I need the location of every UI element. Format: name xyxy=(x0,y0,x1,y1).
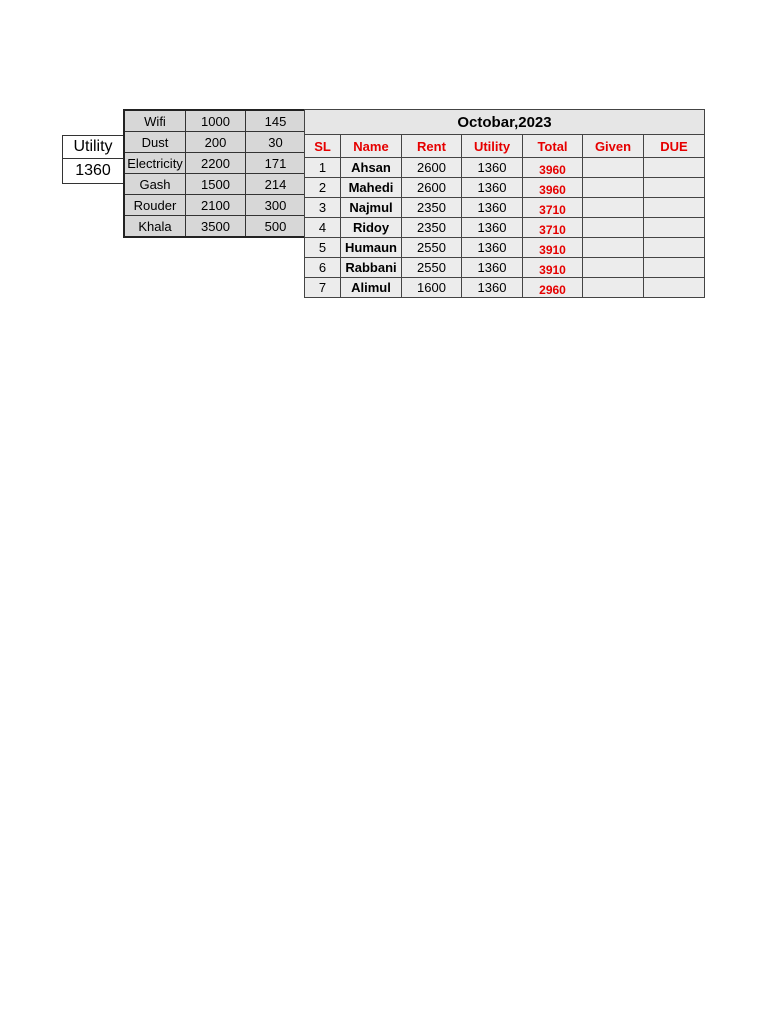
header-rent: Rent xyxy=(402,135,462,158)
expense-item: Rouder xyxy=(124,195,186,216)
cell-rent: 2600 xyxy=(402,178,462,198)
cell-given[interactable] xyxy=(583,158,644,178)
expense-amount: 1500 xyxy=(186,174,246,195)
cell-sl: 5 xyxy=(305,238,341,258)
cell-utility: 1360 xyxy=(462,178,523,198)
cell-utility: 1360 xyxy=(462,198,523,218)
table-row xyxy=(305,238,705,258)
cell-sl: 4 xyxy=(305,218,341,238)
cell-total: 3710 xyxy=(523,198,583,218)
cell-total: 2960 xyxy=(523,278,583,298)
cell-due[interactable] xyxy=(644,218,705,238)
utility-label: Utility xyxy=(63,136,123,159)
cell-sl: 3 xyxy=(305,198,341,218)
cell-name: Rabbani xyxy=(341,258,402,278)
expense-share: 214 xyxy=(246,174,307,195)
utility-value: 1360 xyxy=(75,162,111,179)
cell-given[interactable] xyxy=(583,278,644,298)
cell-given[interactable] xyxy=(583,218,644,238)
expense-item: Dust xyxy=(124,132,186,153)
cell-name: Humaun xyxy=(341,238,402,258)
cell-rent: 2600 xyxy=(402,158,462,178)
header-row xyxy=(305,135,705,158)
expense-row xyxy=(124,174,306,195)
expense-amount: 3500 xyxy=(186,216,246,238)
expense-row xyxy=(124,153,306,174)
expense-amount: 1000 xyxy=(186,110,246,132)
cell-sl: 7 xyxy=(305,278,341,298)
expense-share: 30 xyxy=(246,132,307,153)
cell-name: Alimul xyxy=(341,278,402,298)
cell-utility: 1360 xyxy=(462,278,523,298)
cell-due[interactable] xyxy=(644,198,705,218)
table-row xyxy=(305,258,705,278)
header-utility: Utility xyxy=(462,135,523,158)
cell-name: Najmul xyxy=(341,198,402,218)
table-row xyxy=(305,158,705,178)
utility-summary-box xyxy=(62,135,124,184)
table-row xyxy=(305,218,705,238)
cell-name: Ridoy xyxy=(341,218,402,238)
expense-amount: 2200 xyxy=(186,153,246,174)
table-row xyxy=(305,278,705,298)
expense-amount: 200 xyxy=(186,132,246,153)
cell-name: Ahsan xyxy=(341,158,402,178)
expense-item: Gash xyxy=(124,174,186,195)
cell-due[interactable] xyxy=(644,238,705,258)
cell-rent: 2550 xyxy=(402,238,462,258)
header-sl: SL xyxy=(305,135,341,158)
expense-item: Wifi xyxy=(124,110,186,132)
cell-total: 3910 xyxy=(523,258,583,278)
cell-total: 3710 xyxy=(523,218,583,238)
expense-share: 171 xyxy=(246,153,307,174)
table-title: Octobar,2023 xyxy=(305,110,705,135)
cell-given[interactable] xyxy=(583,198,644,218)
cell-utility: 1360 xyxy=(462,238,523,258)
cell-due[interactable] xyxy=(644,258,705,278)
expense-item: Khala xyxy=(124,216,186,238)
cell-sl: 2 xyxy=(305,178,341,198)
header-due: DUE xyxy=(644,135,705,158)
cell-due[interactable] xyxy=(644,178,705,198)
cell-total: 3960 xyxy=(523,178,583,198)
cell-given[interactable] xyxy=(583,178,644,198)
header-total: Total xyxy=(523,135,583,158)
cell-utility: 1360 xyxy=(462,218,523,238)
cell-due[interactable] xyxy=(644,278,705,298)
cell-sl: 1 xyxy=(305,158,341,178)
expense-row xyxy=(124,216,306,238)
expense-share: 300 xyxy=(246,195,307,216)
cell-given[interactable] xyxy=(583,258,644,278)
expense-table xyxy=(123,109,307,238)
cell-rent: 2350 xyxy=(402,218,462,238)
table-row xyxy=(305,178,705,198)
rent-table xyxy=(304,109,705,298)
cell-rent: 2350 xyxy=(402,198,462,218)
cell-utility: 1360 xyxy=(462,158,523,178)
cell-total: 3910 xyxy=(523,238,583,258)
cell-sl: 6 xyxy=(305,258,341,278)
expense-item: Electricity xyxy=(124,153,186,174)
expense-row xyxy=(124,110,306,132)
header-given: Given xyxy=(583,135,644,158)
cell-rent: 2550 xyxy=(402,258,462,278)
table-row xyxy=(305,198,705,218)
expense-row xyxy=(124,195,306,216)
expense-amount: 2100 xyxy=(186,195,246,216)
cell-total: 3960 xyxy=(523,158,583,178)
cell-rent: 1600 xyxy=(402,278,462,298)
expense-share: 500 xyxy=(246,216,307,238)
cell-due[interactable] xyxy=(644,158,705,178)
cell-given[interactable] xyxy=(583,238,644,258)
cell-name: Mahedi xyxy=(341,178,402,198)
header-name: Name xyxy=(341,135,402,158)
expense-row xyxy=(124,132,306,153)
cell-utility: 1360 xyxy=(462,258,523,278)
expense-share: 145 xyxy=(246,110,307,132)
